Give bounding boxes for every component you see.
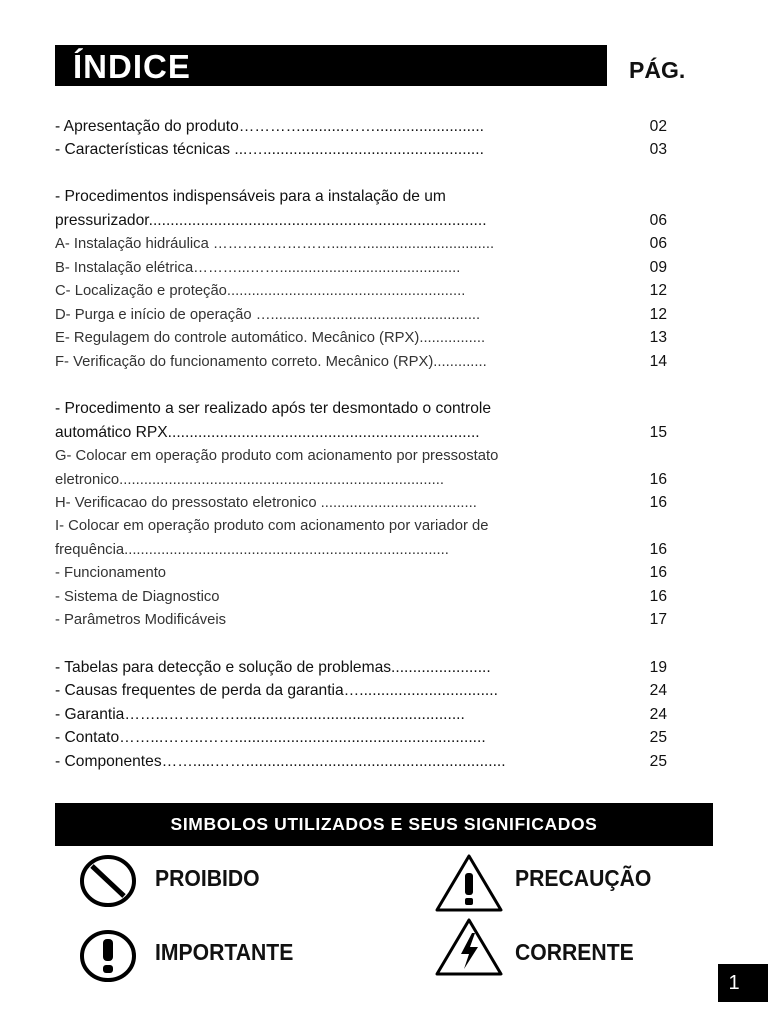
toc-page: 15 xyxy=(649,424,667,441)
toc-page: 12 xyxy=(649,306,667,323)
toc-subline[interactable]: F- Verificação do funcionamento correto. Mecânico (RPX)............. 14 xyxy=(55,351,667,373)
toc-line: - Procedimentos indispensáveis para a instalação de um xyxy=(55,188,446,205)
toc-subline[interactable]: D- Purga e início de operação …................................................... 12 xyxy=(55,304,667,326)
toc-page: 16 xyxy=(649,564,667,581)
toc-subline[interactable]: E- Regulagem do controle automático. Mecânico (RPX)................ 13 xyxy=(55,327,667,349)
toc-subline[interactable]: eletronico............................................................................... 16 xyxy=(55,469,667,491)
warning-triangle-icon xyxy=(434,853,504,913)
toc-page: 06 xyxy=(649,235,667,252)
toc-subline[interactable]: - Parâmetros Modificáveis 17 xyxy=(55,609,667,631)
toc-page: 25 xyxy=(649,753,667,770)
electric-hazard-icon xyxy=(434,917,504,977)
toc-page: 02 xyxy=(649,118,667,135)
index-title-bar xyxy=(55,45,607,86)
toc-line[interactable]: - Contato……...……..…….......................................................... 25 xyxy=(55,727,667,749)
toc-page: 25 xyxy=(649,729,667,746)
toc-line[interactable]: automático RPX........................................................................ 15 xyxy=(55,422,667,444)
toc-page: 03 xyxy=(649,141,667,158)
toc-line[interactable]: - Tabelas para detecção e solução de problemas....................... 19 xyxy=(55,657,667,679)
toc-subline[interactable]: B- Instalação elétrica………...……............................................ 09 xyxy=(55,257,667,279)
toc-page: 24 xyxy=(649,706,667,723)
symbol-label-prohibited: PROIBIDO xyxy=(155,865,260,891)
toc-subline[interactable]: A- Instalação hidráulica ……………………....…................................ 06 xyxy=(55,233,667,255)
index-title: ÍNDICE xyxy=(73,48,191,85)
toc-page: 17 xyxy=(649,611,667,628)
toc-subline[interactable]: H- Verificacao do pressostato eletronico ...................................... 16 xyxy=(55,492,667,514)
toc-page: 19 xyxy=(649,659,667,676)
page-column-label: PÁG. xyxy=(629,57,686,83)
toc-line: - Procedimento a ser realizado após ter desmontado o controle xyxy=(55,400,492,417)
toc-line[interactable]: - Causas frequentes de perda da garantia…................................ 24 xyxy=(55,680,667,702)
symbol-label-caution: PRECAUÇÃO xyxy=(515,865,652,891)
toc-page: 16 xyxy=(649,541,667,558)
symbols-heading: SIMBOLOS UTILIZADOS E SEUS SIGNIFICADOS xyxy=(55,803,713,846)
symbol-label-current: CORRENTE xyxy=(515,939,634,965)
important-icon xyxy=(78,928,138,984)
toc-page: 09 xyxy=(649,259,667,276)
toc-page: 16 xyxy=(649,471,667,488)
toc-page: 12 xyxy=(649,282,667,299)
page-number: 1 xyxy=(718,964,768,1002)
prohibited-icon xyxy=(78,853,138,909)
toc-page: 14 xyxy=(649,353,667,370)
toc-line[interactable]: - Características técnicas ...…................................................... 03 xyxy=(55,139,667,161)
toc-subline[interactable]: frequência............................................................................... 16 xyxy=(55,539,667,561)
symbol-label-important: IMPORTANTE xyxy=(155,939,294,965)
toc-line[interactable]: - Componentes…….....……............................................................ 25 xyxy=(55,751,667,773)
toc-page: 16 xyxy=(649,494,667,511)
toc-line[interactable]: pressurizador.............................................................................. 06 xyxy=(55,210,667,232)
toc-page: 16 xyxy=(649,588,667,605)
toc-page: 06 xyxy=(649,212,667,229)
toc-subline: G- Colocar em operação produto com acionamento por pressostato xyxy=(55,448,499,464)
toc-subline[interactable]: C- Localização e proteção.......................................................... 12 xyxy=(55,280,667,302)
toc-subline[interactable]: - Funcionamento 16 xyxy=(55,562,667,584)
toc-page: 24 xyxy=(649,682,667,699)
toc-subline: I- Colocar em operação produto com acionamento por variador de xyxy=(55,518,489,534)
toc-subline[interactable]: - Sistema de Diagnostico 16 xyxy=(55,586,667,608)
toc-line[interactable]: - Apresentação do produto…………..........……......................... 02 xyxy=(55,116,667,138)
toc-line[interactable]: - Garantia……...…….……..................................................... 24 xyxy=(55,704,667,726)
toc-page: 13 xyxy=(649,329,667,346)
